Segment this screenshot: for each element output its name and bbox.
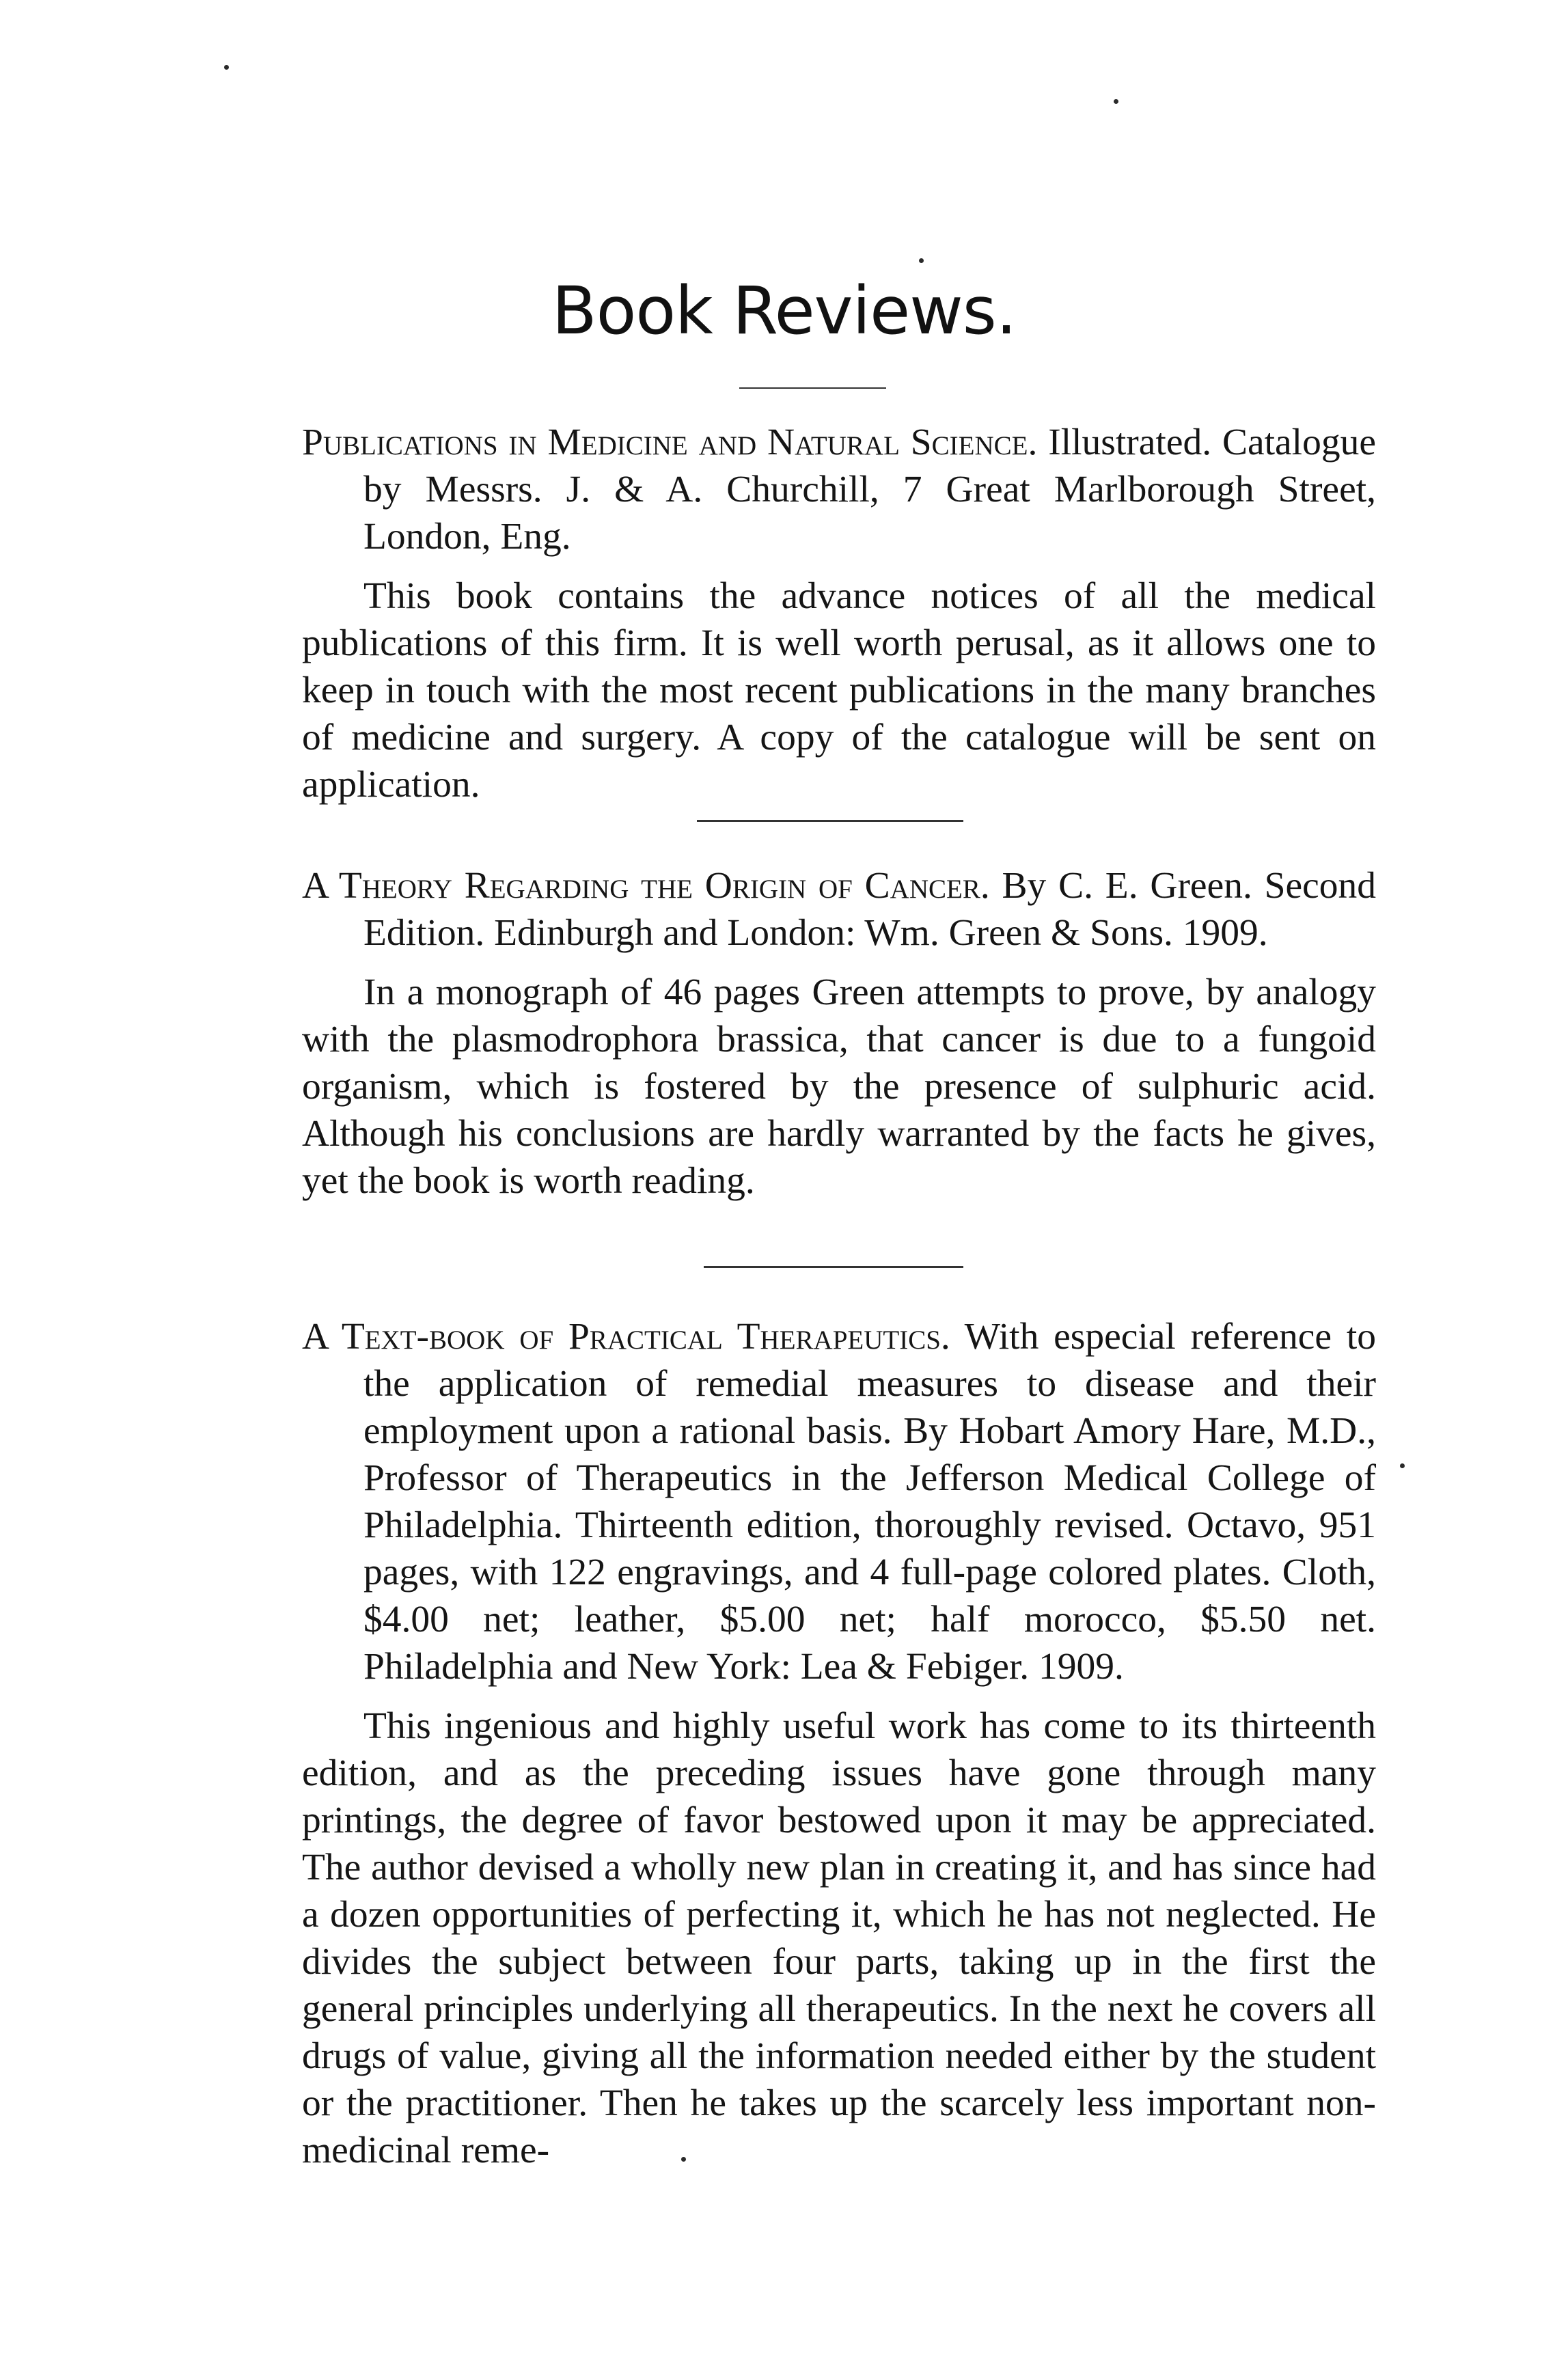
title-divider [739, 387, 886, 389]
print-speck [1114, 99, 1118, 104]
review-heading-details: By C. E. Green. Second Edition. Edinburgh and London: Wm. Green & Sons. 1909. [363, 865, 1377, 954]
review-heading-title: A Text-book of Practical Therapeutics. [302, 1316, 950, 1358]
review-entry-3 [302, 1313, 1376, 2174]
review-heading-details: Illustrated. Catalogue by Messrs. J. & A. Churchill, 7 Great Marlborough Street, London, Eng. [363, 422, 1376, 557]
review-heading-title: A Theory Regarding the Origin of Cancer. [302, 865, 990, 907]
review-entry-2 [302, 862, 1376, 1204]
print-speck [1400, 1463, 1405, 1468]
review-heading [302, 419, 1376, 560]
print-speck [224, 65, 229, 70]
review-body: This book contains the advance notices of all the medical publications of this firm. It is well worth perusal, as it allows one to keep in touch with the most recent publications in the many branches of medicine and surgery. A copy of the catalogue will be sent on application. [302, 575, 1376, 805]
review-body: This ingenious and highly useful work has come to its thirteenth edition, and as the preceding issues have gone through many printings, the degree of favor bestowed upon it may be appreciated. The author devised a wholly new plan in creating it, and has since had a dozen opportunities of perfecting it, which he has not neglected. He divides the subject between four parts, taking up in the first the general principles underlying all therapeutics. In the next he covers all drugs of value, giving all the information needed either by the student or the practitioner. Then he takes up the scarcely less important non-medicinal reme- [302, 1705, 1376, 2171]
page-title: Book Reviews. [551, 273, 1017, 349]
review-entry-1 [302, 419, 1376, 808]
review-heading-details: With especial reference to the application of remedial measures to disease and their employment upon a rational basis. By Hobart Amory Hare, M.D., Professor of Therapeutics in the Jefferson Medical College of Philadelphia. Thirteenth edition, thoroughly revised. Octavo, 951 pages, with 122 engravings, and 4 full-page colored plates. Cloth, $4.00 net; leather, $5.00 net; half morocco, $5.50 net. Philadelphia and New York: Lea & Febiger. 1909. [363, 1316, 1376, 1688]
print-speck [919, 258, 924, 263]
review-heading-title: Publications in Medicine and Natural Science. [302, 422, 1038, 463]
section-divider [704, 1266, 963, 1268]
review-heading [302, 1313, 1376, 1690]
review-body: In a monograph of 46 pages Green attempts to prove, by analogy with the plasmodrophora brassica, that cancer is due to a fungoid organism, which is fostered by the presence of sulphuric acid. Although his conclusions are hardly warranted by the facts he gives, yet the book is worth reading. [302, 972, 1376, 1202]
review-heading [302, 862, 1376, 956]
section-divider [697, 820, 963, 822]
